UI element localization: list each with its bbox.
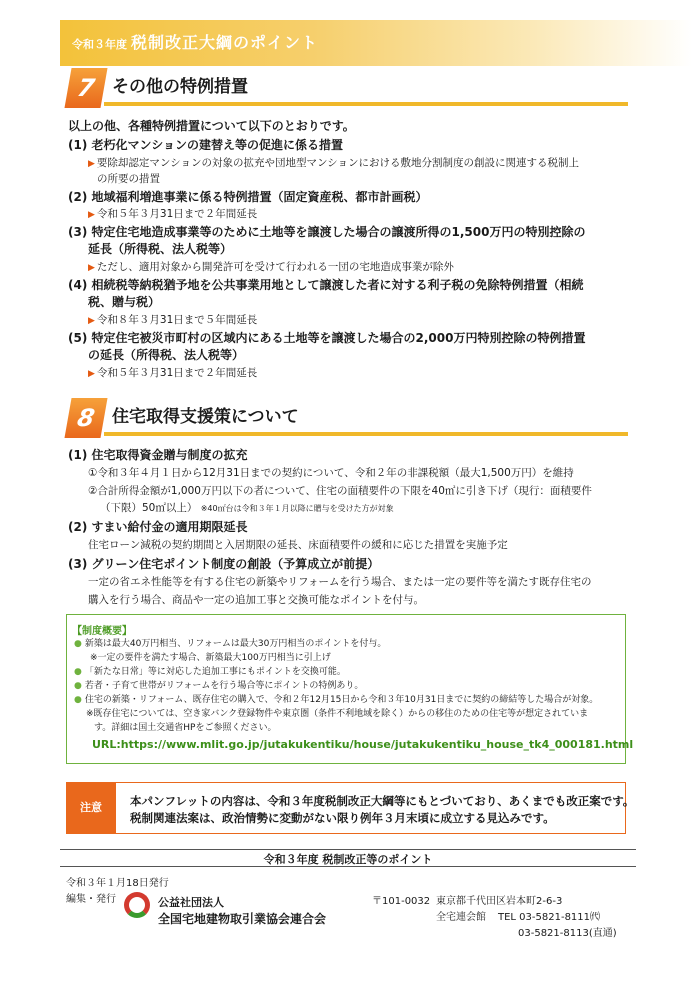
bullet-icon: ● — [74, 681, 82, 691]
issue-date: 令和３年１月18日発行 — [66, 878, 169, 889]
item-7-1-sub: ▶ 要除却認定マンションの対象の拡充や団地型マンションにおける敷地分割制度の創設に関連する税制上 — [88, 157, 579, 169]
item-8-1-line1: ①令和３年４月１日から12月31日までの契約について、令和２年の非課税額（最大1,500万円）を維持 — [88, 467, 574, 479]
item-8-1-note: ※40㎡台は令和３年１月以降に贈与を受けた方が対象 — [200, 504, 394, 513]
item-7-5-sub: ▶ 令和５年３月31日まで２年間延長 — [88, 367, 258, 379]
triangle-icon: ▶ — [88, 263, 95, 273]
section-number: 8 — [64, 398, 107, 438]
section-number: 7 — [64, 68, 107, 108]
item-7-3-sub: ▶ ただし、適用対象から開発許可を受けて行われる一団の宅地造成事業が除外 — [88, 261, 454, 273]
item-8-1: (1) 住宅取得資金贈与制度の拡充 — [68, 448, 248, 462]
caution-line-2: 税制関連法案は、政治情勢に変動がない限り例年３月末頃に成立する見込みです。 — [130, 811, 555, 825]
bullet-icon: ● — [74, 695, 82, 705]
triangle-icon: ▶ — [88, 369, 95, 379]
item-8-3-line1: 一定の省エネ性能等を有する住宅の新築やリフォームを行う場合、または一定の要件等を満たす既存住宅の — [88, 576, 592, 588]
overview-line: ● 「新たな日常」等に対応した追加工事にもポイントを交換可能。 — [74, 667, 346, 677]
address: 東京都千代田区岩本町2-6-3 — [436, 896, 563, 907]
overview-url-link[interactable]: URL:https://www.mlit.go.jp/jutakukentiku/house/jutakukentiku_house_tk4_000181.html — [92, 738, 634, 751]
item-7-4-sub: ▶ 令和８年３月31日まで５年間延長 — [88, 314, 258, 326]
triangle-icon: ▶ — [88, 316, 95, 326]
item-8-1-line2: ②合計所得金額が1,000万円以下の者について、住宅の面積要件の下限を40㎡に引き下げ（現行：面積要件 — [88, 485, 592, 497]
tel-main: TEL 03-5821-8111㈹ — [498, 912, 601, 923]
overview-line: ※一定の要件を満たす場合、新築最大100万円相当に引上げ — [90, 653, 331, 663]
overview-line: ● 若者・子育て世帯がリフォームを行う場合等にポイントの特例あり。 — [74, 681, 364, 691]
item-7-2-sub: ▶ 令和５年３月31日まで２年間延長 — [88, 208, 258, 220]
tel-direct: 03-5821-8113(直通) — [518, 928, 617, 939]
editor-label: 編集・発行 — [66, 894, 116, 905]
item-8-2: (2) すまい給付金の適用期限延長 — [68, 520, 248, 534]
overview-title: 【制度概要】 — [72, 626, 132, 637]
overview-line: ● 住宅の新築・リフォーム、既存住宅の購入で、令和２年12月15日から令和３年10月31日までに契約の締結等した場合が対象。 — [74, 695, 599, 705]
item-8-3-line2: 購入を行う場合、商品や一定の追加工事と交換可能なポイントを付与。 — [88, 594, 424, 606]
item-7-1: (1) 老朽化マンションの建替え等の促進に係る措置 — [68, 138, 343, 152]
section-8-heading — [68, 398, 628, 438]
overview-line: す。詳細は国土交通省HPをご参照ください。 — [94, 723, 277, 733]
item-7-4: (4) 相続税等納税猶予地を公共事業用地として譲渡した者に対する利子税の免除特例措置（相続 — [68, 278, 584, 292]
item-7-1-sub-cont: の所要の措置 — [97, 173, 160, 185]
section-title: その他の特例措置 — [112, 77, 248, 97]
bullet-icon: ● — [74, 639, 82, 649]
building: 全宅連会館 — [436, 912, 486, 923]
footer-title: 令和３年度 税制改正等のポイント — [263, 853, 433, 866]
org-name: 全国宅地建物取引業協会連合会 — [158, 912, 327, 926]
overview-line: ※既存住宅については、空き家バンク登録物件や東京圏（条件不利地域を除く）からの移住のための住宅等が想定されていま — [86, 709, 589, 719]
item-7-5-cont: の延長（所得税、法人税等） — [88, 348, 245, 362]
org-type: 公益社団法人 — [158, 896, 224, 909]
item-7-4-cont: 税、贈与税） — [88, 295, 161, 309]
header-title: 税制改正大綱のポイント — [131, 33, 319, 52]
triangle-icon: ▶ — [88, 159, 95, 169]
caution-line-1: 本パンフレットの内容は、令和３年度税制改正大綱等にもとづいており、あくまでも改正案です。 — [130, 794, 635, 808]
organization-logo-icon — [124, 892, 150, 918]
header-year: 令和３年度 — [72, 38, 127, 51]
triangle-icon: ▶ — [88, 210, 95, 220]
item-7-2: (2) 地域福利増進事業に係る特例措置（固定資産税、都市計画税） — [68, 190, 428, 204]
item-7-5: (5) 特定住宅被災市町村の区域内にある土地等を譲渡した場合の2,000万円特別控除の特例措置 — [68, 331, 586, 345]
bullet-icon: ● — [74, 667, 82, 677]
item-8-1-line3: （下限）50㎡以上） ※40㎡台は令和３年１月以降に贈与を受けた方が対象 — [100, 502, 394, 514]
item-8-2-line1: 住宅ローン減税の契約期間と入居期限の延長、床面積要件の緩和に応じた措置を実施予定 — [88, 539, 508, 551]
section-title: 住宅取得支援策について — [112, 407, 299, 427]
section-7-heading — [68, 68, 628, 108]
page-header — [72, 30, 318, 53]
section-underline — [104, 102, 628, 106]
section-underline — [104, 432, 628, 436]
section-7-intro: 以上の他、各種特例措置について以下のとおりです。 — [68, 119, 355, 133]
caution-label: 注意 — [66, 782, 116, 834]
item-7-3-cont: 延長（所得税、法人税等） — [88, 242, 233, 256]
postal-code: 〒101-0032 — [372, 896, 431, 907]
item-8-3: (3) グリーン住宅ポイント制度の創設（予算成立が前提） — [68, 557, 380, 571]
item-7-3: (3) 特定住宅地造成事業等のために土地等を譲渡した場合の譲渡所得の1,500万円の特別控除の — [68, 225, 586, 239]
overview-line: ● 新築は最大40万円相当、リフォームは最大30万円相当のポイントを付与。 — [74, 639, 387, 649]
